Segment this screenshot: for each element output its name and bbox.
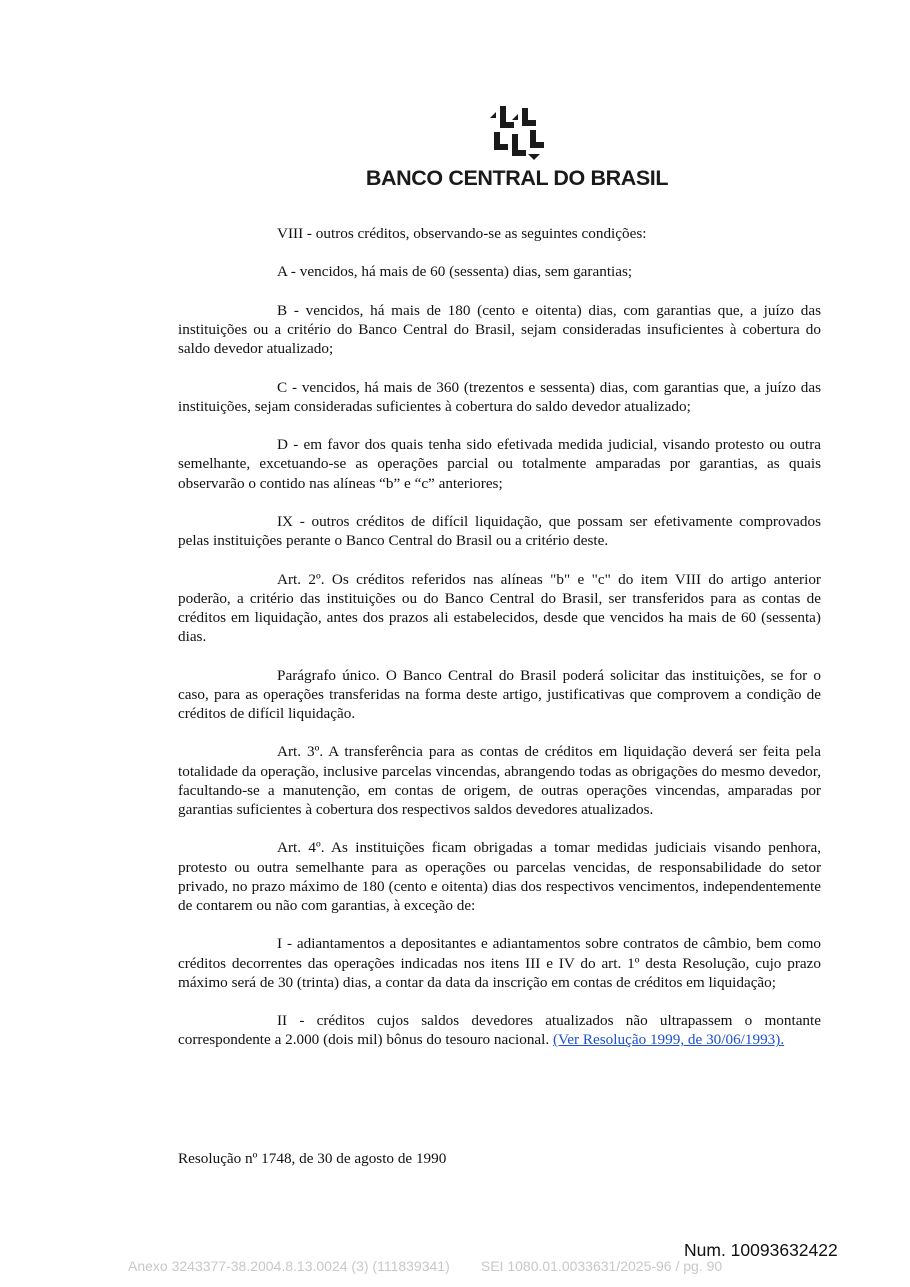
paragraph-art-3: Art. 3º. A transferência para as contas de créditos em liquidação deverá ser feita pela totalidade da operação, inclusive parcelas vincendas, abrangendo todas as obrigações do mesmo devedor, facultando-se a manutenção, em contas de origem, de outras operações vincendas, amparadas por garantias suficientes à cobertura dos respectivos saldos devedores atualizados. bbox=[178, 743, 821, 818]
resolution-citation: Resolução nº 1748, de 30 de agosto de 1990 bbox=[178, 1150, 447, 1167]
paragraph-item-a: A - vencidos, há mais de 60 (sessenta) dias, sem garantias; bbox=[277, 263, 633, 281]
paragraph-item-c: C - vencidos, há mais de 360 (trezentos e sessenta) dias, com garantias que, a juízo das instituições, sejam consideradas suficientes à cobertura do saldo devedor atualizado; bbox=[178, 378, 821, 415]
document-body bbox=[178, 224, 821, 1069]
resolution-1999-link[interactable]: (Ver Resolução 1999, de 30/06/1993). bbox=[552, 1031, 785, 1049]
bank-logo bbox=[0, 104, 910, 162]
document-number-stamp: Num. 10093632422 bbox=[684, 1240, 838, 1260]
paragraph-item-ii-text: II - créditos cujos saldos devedores atualizados não ultrapassem o montante correspondente a 2.000 (dois mil) bônus do tesouro nacional. bbox=[178, 1012, 821, 1049]
bcb-emblem-icon bbox=[488, 104, 548, 162]
paragraph-art-2: Art. 2º. Os créditos referidos nas alíneas "b" e "c" do item VIII do artigo anterior poderão, a critério das instituições ou do Banco Central do Brasil, ser transferidos para as contas de créditos em liquidação, antes dos prazos ali estabelecidos, desde que vencidos ha mais de 60 (sessenta) dias. bbox=[178, 570, 821, 646]
logo-wordmark: BANCO CENTRAL DO BRASIL bbox=[365, 166, 669, 190]
paragraph-item-d: D - em favor dos quais tenha sido efetivada medida judicial, visando protesto ou outra semelhante, excetuando-se as operações parcial ou totalmente amparadas por garantias, as quais observarão o contido nas alíneas “b” e “c” anteriores; bbox=[178, 436, 821, 492]
paragraph-item-b: B - vencidos, há mais de 180 (cento e oitenta) dias, com garantias que, a juízo das instituições ou a critério do Banco Central do Brasil, sejam consideradas insuficientes à cobertura do saldo devedor atualizado; bbox=[178, 301, 821, 358]
paragraph-item-viii: VIII - outros créditos, observando-se as seguintes condições: bbox=[277, 225, 647, 242]
paragraph-art-4: Art. 4º. As instituições ficam obrigadas a tomar medidas judiciais visando penhora, protesto ou outra semelhante para as operações ou parcelas vencidas, de responsabilidade do setor privado, no prazo máximo de 180 (cento e oitenta) dias dos respectivos vencimentos, independentemente de contarem ou não com garantias, à exceção de: bbox=[178, 839, 821, 914]
paragraph-item-ix: IX - outros créditos de difícil liquidação, que possam ser efetivamente comprovados pelas instituições perante o Banco Central do Brasil ou a critério deste. bbox=[178, 512, 821, 550]
paragraph-item-ii bbox=[178, 1011, 821, 1049]
annex-footer bbox=[128, 1258, 722, 1274]
paragraph-sole-paragraph: Parágrafo único. O Banco Central do Brasil poderá solicitar das instituições, se for o caso, para as operações transferidas na forma deste artigo, justificativas que comprovem a condição de créditos de difícil liquidação. bbox=[178, 666, 821, 722]
paragraph-item-i: I - adiantamentos a depositantes e adiantamentos sobre contratos de câmbio, bem como créditos decorrentes das operações indicadas nos itens III e IV do art. 1º desta Resolução, cujo prazo máximo será de 30 (trinta) dias, a contar da data da inscrição em contas de créditos em liquidação; bbox=[178, 935, 821, 991]
annex-reference: Anexo 3243377-38.2004.8.13.0024 (3) (111839341) bbox=[128, 1258, 450, 1274]
sei-page-reference: SEI 1080.01.0033631/2025-96 / pg. 90 bbox=[480, 1258, 723, 1274]
